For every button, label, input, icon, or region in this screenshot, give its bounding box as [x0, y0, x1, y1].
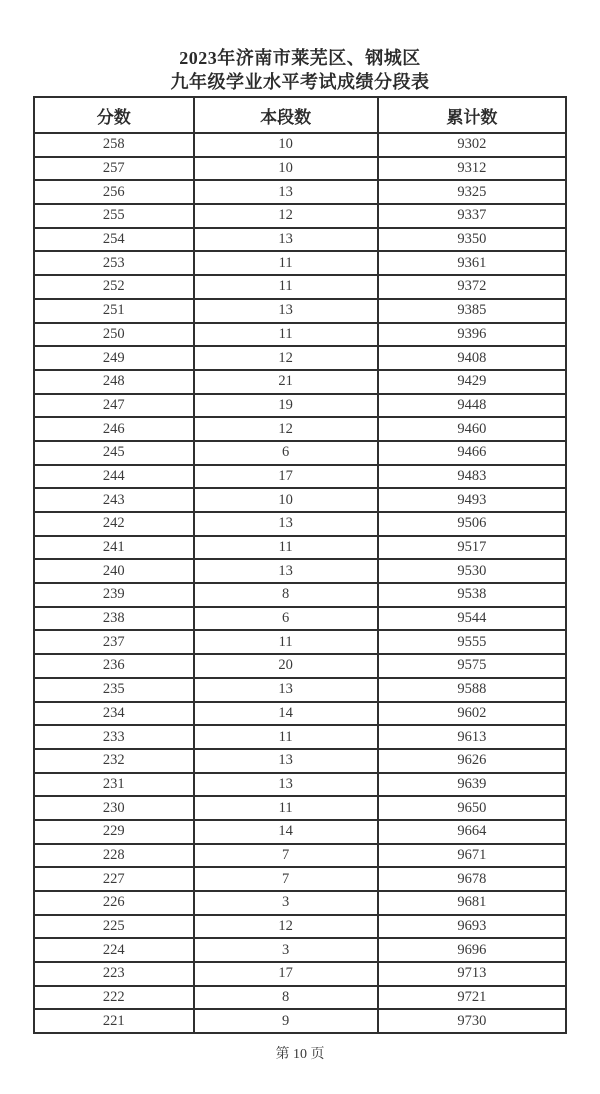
- score-cell: 253: [34, 251, 194, 275]
- segment-count-cell: 11: [194, 536, 378, 560]
- table-row: [34, 441, 566, 465]
- cumulative-count-cell: 9602: [378, 702, 566, 726]
- cumulative-count-cell: 9530: [378, 559, 566, 583]
- cumulative-count-cell: 9408: [378, 346, 566, 370]
- cumulative-count-cell: 9538: [378, 583, 566, 607]
- cumulative-count-cell: 9460: [378, 417, 566, 441]
- cumulative-count-cell: 9385: [378, 299, 566, 323]
- segment-count-cell: 8: [194, 986, 378, 1010]
- table-row: [34, 559, 566, 583]
- score-cell: 232: [34, 749, 194, 773]
- segment-count-cell: 3: [194, 938, 378, 962]
- table-row: [34, 157, 566, 181]
- cumulative-count-cell: 9671: [378, 844, 566, 868]
- score-cell: 257: [34, 157, 194, 181]
- table-row: [34, 180, 566, 204]
- segment-count-cell: 8: [194, 583, 378, 607]
- score-cell: 224: [34, 938, 194, 962]
- score-cell: 226: [34, 891, 194, 915]
- table-row: [34, 275, 566, 299]
- table-row: [34, 725, 566, 749]
- table-row: [34, 915, 566, 939]
- segment-count-cell: 13: [194, 512, 378, 536]
- segment-count-cell: 13: [194, 559, 378, 583]
- score-cell: 242: [34, 512, 194, 536]
- cumulative-count-cell: 9588: [378, 678, 566, 702]
- document-title-line1: 2023年济南市莱芜区、钢城区: [179, 48, 421, 68]
- table-row: [34, 346, 566, 370]
- cumulative-count-cell: 9730: [378, 1009, 566, 1033]
- table-row: [34, 251, 566, 275]
- score-cell: 240: [34, 559, 194, 583]
- cumulative-count-cell: 9626: [378, 749, 566, 773]
- segment-count-cell: 9: [194, 1009, 378, 1033]
- score-cell: 254: [34, 228, 194, 252]
- table-body: [34, 133, 566, 1033]
- cumulative-count-cell: 9302: [378, 133, 566, 157]
- document-title-line2: 九年级学业水平考试成绩分段表: [170, 72, 430, 92]
- score-cell: 247: [34, 394, 194, 418]
- column-header-cumulative-count: 累计数: [378, 97, 566, 133]
- cumulative-count-cell: 9639: [378, 773, 566, 797]
- segment-count-cell: 7: [194, 867, 378, 891]
- score-cell: 251: [34, 299, 194, 323]
- table-row: [34, 607, 566, 631]
- score-cell: 246: [34, 417, 194, 441]
- table-row: [34, 1009, 566, 1033]
- table-row: [34, 512, 566, 536]
- table-row: [34, 394, 566, 418]
- segment-count-cell: 14: [194, 702, 378, 726]
- table-row: [34, 133, 566, 157]
- score-cell: 222: [34, 986, 194, 1010]
- score-cell: 250: [34, 323, 194, 347]
- cumulative-count-cell: 9613: [378, 725, 566, 749]
- segment-count-cell: 21: [194, 370, 378, 394]
- column-header-score: 分数: [34, 97, 194, 133]
- table-header-row: [34, 97, 566, 133]
- score-cell: 243: [34, 488, 194, 512]
- score-cell: 238: [34, 607, 194, 631]
- score-cell: 227: [34, 867, 194, 891]
- segment-count-cell: 12: [194, 346, 378, 370]
- segment-count-cell: 13: [194, 228, 378, 252]
- cumulative-count-cell: 9312: [378, 157, 566, 181]
- table-row: [34, 323, 566, 347]
- cumulative-count-cell: 9372: [378, 275, 566, 299]
- table-row: [34, 844, 566, 868]
- score-cell: 230: [34, 796, 194, 820]
- score-cell: 237: [34, 630, 194, 654]
- table-row: [34, 678, 566, 702]
- table-row: [34, 370, 566, 394]
- score-distribution-table: [33, 96, 567, 1034]
- score-cell: 256: [34, 180, 194, 204]
- table-row: [34, 938, 566, 962]
- column-header-segment-count: 本段数: [194, 97, 378, 133]
- table-row: [34, 867, 566, 891]
- cumulative-count-cell: 9506: [378, 512, 566, 536]
- segment-count-cell: 13: [194, 749, 378, 773]
- score-cell: 234: [34, 702, 194, 726]
- table-row: [34, 583, 566, 607]
- segment-count-cell: 17: [194, 465, 378, 489]
- table-row: [34, 891, 566, 915]
- score-cell: 252: [34, 275, 194, 299]
- table-row: [34, 702, 566, 726]
- table-row: [34, 773, 566, 797]
- cumulative-count-cell: 9483: [378, 465, 566, 489]
- cumulative-count-cell: 9721: [378, 986, 566, 1010]
- table-row: [34, 536, 566, 560]
- segment-count-cell: 17: [194, 962, 378, 986]
- score-cell: 233: [34, 725, 194, 749]
- segment-count-cell: 19: [194, 394, 378, 418]
- score-cell: 249: [34, 346, 194, 370]
- cumulative-count-cell: 9575: [378, 654, 566, 678]
- score-cell: 235: [34, 678, 194, 702]
- table-row: [34, 417, 566, 441]
- cumulative-count-cell: 9361: [378, 251, 566, 275]
- cumulative-count-cell: 9396: [378, 323, 566, 347]
- segment-count-cell: 13: [194, 773, 378, 797]
- segment-count-cell: 11: [194, 323, 378, 347]
- segment-count-cell: 14: [194, 820, 378, 844]
- cumulative-count-cell: 9696: [378, 938, 566, 962]
- cumulative-count-cell: 9693: [378, 915, 566, 939]
- segment-count-cell: 11: [194, 630, 378, 654]
- segment-count-cell: 11: [194, 725, 378, 749]
- score-cell: 223: [34, 962, 194, 986]
- table-row: [34, 488, 566, 512]
- table-row: [34, 204, 566, 228]
- segment-count-cell: 12: [194, 417, 378, 441]
- segment-count-cell: 11: [194, 796, 378, 820]
- segment-count-cell: 11: [194, 251, 378, 275]
- score-cell: 239: [34, 583, 194, 607]
- cumulative-count-cell: 9337: [378, 204, 566, 228]
- page-number: 第 10 页: [275, 1047, 325, 1063]
- score-cell: 229: [34, 820, 194, 844]
- cumulative-count-cell: 9650: [378, 796, 566, 820]
- score-cell: 245: [34, 441, 194, 465]
- segment-count-cell: 7: [194, 844, 378, 868]
- table-row: [34, 654, 566, 678]
- segment-count-cell: 12: [194, 204, 378, 228]
- segment-count-cell: 13: [194, 299, 378, 323]
- cumulative-count-cell: 9350: [378, 228, 566, 252]
- cumulative-count-cell: 9493: [378, 488, 566, 512]
- segment-count-cell: 20: [194, 654, 378, 678]
- score-cell: 255: [34, 204, 194, 228]
- table-row: [34, 228, 566, 252]
- segment-count-cell: 10: [194, 157, 378, 181]
- table-row: [34, 749, 566, 773]
- cumulative-count-cell: 9429: [378, 370, 566, 394]
- segment-count-cell: 6: [194, 607, 378, 631]
- table-row: [34, 299, 566, 323]
- table-row: [34, 820, 566, 844]
- segment-count-cell: 6: [194, 441, 378, 465]
- segment-count-cell: 10: [194, 133, 378, 157]
- table-row: [34, 465, 566, 489]
- score-cell: 258: [34, 133, 194, 157]
- score-cell: 248: [34, 370, 194, 394]
- score-cell: 241: [34, 536, 194, 560]
- cumulative-count-cell: 9681: [378, 891, 566, 915]
- cumulative-count-cell: 9448: [378, 394, 566, 418]
- segment-count-cell: 11: [194, 275, 378, 299]
- score-cell: 236: [34, 654, 194, 678]
- score-cell: 225: [34, 915, 194, 939]
- cumulative-count-cell: 9678: [378, 867, 566, 891]
- score-cell: 228: [34, 844, 194, 868]
- cumulative-count-cell: 9517: [378, 536, 566, 560]
- table-row: [34, 962, 566, 986]
- table-row: [34, 630, 566, 654]
- score-cell: 231: [34, 773, 194, 797]
- cumulative-count-cell: 9466: [378, 441, 566, 465]
- cumulative-count-cell: 9664: [378, 820, 566, 844]
- cumulative-count-cell: 9555: [378, 630, 566, 654]
- segment-count-cell: 13: [194, 180, 378, 204]
- table-row: [34, 986, 566, 1010]
- segment-count-cell: 10: [194, 488, 378, 512]
- score-cell: 221: [34, 1009, 194, 1033]
- segment-count-cell: 3: [194, 891, 378, 915]
- cumulative-count-cell: 9325: [378, 180, 566, 204]
- cumulative-count-cell: 9544: [378, 607, 566, 631]
- score-cell: 244: [34, 465, 194, 489]
- segment-count-cell: 12: [194, 915, 378, 939]
- segment-count-cell: 13: [194, 678, 378, 702]
- cumulative-count-cell: 9713: [378, 962, 566, 986]
- table-row: [34, 796, 566, 820]
